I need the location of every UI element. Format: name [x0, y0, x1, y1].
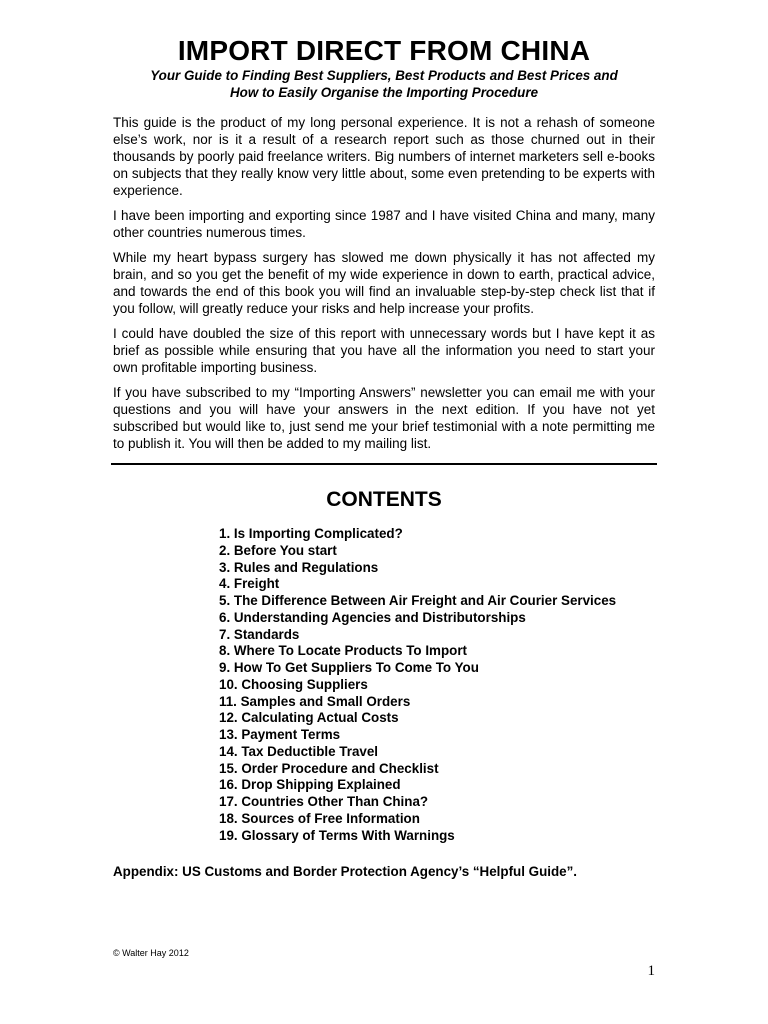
appendix-note: Appendix: US Customs and Border Protection Agency’s “Helpful Guide”. — [113, 864, 578, 879]
intro-paragraph: I have been importing and exporting since 1987 and I have visited China and many, many other countries numerous times. — [113, 208, 655, 240]
toc-item: 1. Is Importing Complicated? — [219, 526, 403, 541]
intro-paragraph: I could have doubled the size of this report with unnecessary words but I have kept it as brief as possible while ensuring that you have all the information you need to start your own profitable importing business. — [113, 326, 655, 375]
page-number: 1 — [647, 963, 655, 979]
intro-paragraph: This guide is the product of my long personal experience. It is not a rehash of someone else’s work, nor is it a result of a research report such as those churned out in their thousands by poorly paid freelance writers. Big numbers of internet marketers sell e-books on subjects that they really know very little about, some even pretending to be experts with experience. — [113, 115, 655, 198]
copyright-notice: © Walter Hay 2012 — [113, 948, 189, 958]
toc-item: 11. Samples and Small Orders — [219, 693, 411, 709]
toc-item: 5. The Difference Between Air Freight and Air Courier Services — [219, 593, 617, 608]
toc-item: 15. Order Procedure and Checklist — [219, 760, 439, 776]
toc-item: 14. Tax Deductible Travel — [219, 743, 379, 759]
toc-item: 6. Understanding Agencies and Distributorships — [219, 609, 526, 625]
document-subtitle-line-2: How to Easily Organise the Importing Procedure — [229, 85, 539, 100]
toc-item: 3. Rules and Regulations — [219, 559, 379, 575]
toc-item: 17. Countries Other Than China? — [219, 794, 429, 809]
toc-item: 19. Glossary of Terms With Warnings — [219, 827, 455, 843]
table-of-contents — [219, 526, 616, 844]
toc-item: 9. How To Get Suppliers To Come To You — [219, 660, 479, 675]
toc-item: 2. Before You start — [219, 542, 337, 558]
toc-item: 8. Where To Locate Products To Import — [219, 643, 467, 659]
section-divider — [111, 463, 657, 465]
document-subtitle-line-1: Your Guide to Finding Best Suppliers, Best Products and Best Prices and — [150, 68, 618, 83]
toc-item: 16. Drop Shipping Explained — [219, 777, 401, 793]
intro-paragraph: If you have subscribed to my “Importing Answers” newsletter you can email me with your questions and you will have your answers in the next edition. If you have not yet subscribed but would like to, just send me your brief testimonial with a note permitting me to publish it. You will then be added to my mailing list. — [113, 385, 655, 451]
toc-item: 4. Freight — [219, 576, 280, 592]
intro-paragraph: While my heart bypass surgery has slowed me down physically it has not affected my brain, and so you get the benefit of my wide experience in down to earth, practical advice, and towards the end of this book you will find an invaluable step-by-step check list that if you follow, will greatly reduce your risks and help increase your profits. — [113, 250, 655, 316]
toc-item: 12. Calculating Actual Costs — [219, 710, 399, 726]
toc-item: 13. Payment Terms — [219, 727, 341, 742]
document-title: IMPORT DIRECT FROM CHINA — [177, 35, 591, 66]
toc-item: 18. Sources of Free Information — [219, 810, 420, 826]
contents-heading: CONTENTS — [326, 488, 442, 511]
introduction-body — [113, 114, 655, 452]
toc-item: 10. Choosing Suppliers — [219, 676, 368, 692]
toc-item: 7. Standards — [219, 626, 300, 642]
